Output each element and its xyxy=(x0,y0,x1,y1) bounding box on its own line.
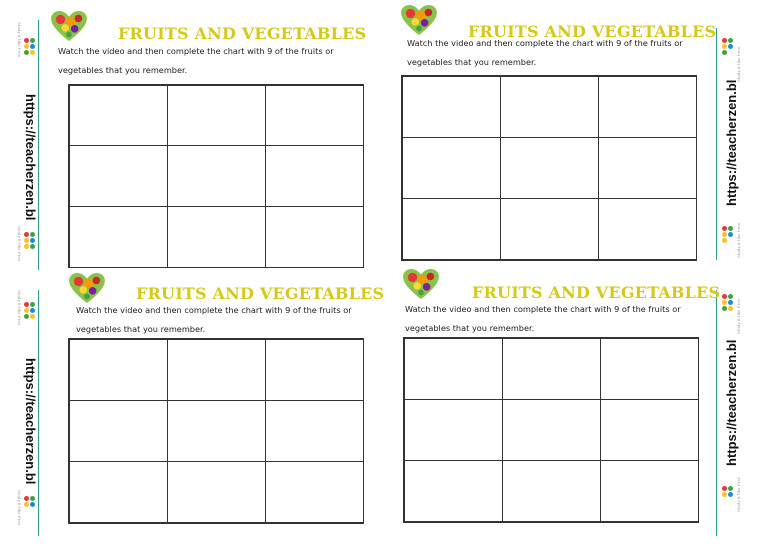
answer-cell[interactable] xyxy=(600,399,699,461)
tagline: Study it like Free xyxy=(736,476,741,512)
dot-green xyxy=(722,50,727,55)
dot-yellow xyxy=(722,44,727,49)
answer-cell[interactable] xyxy=(500,76,599,138)
dot-red xyxy=(722,226,727,231)
dot-green xyxy=(728,294,733,299)
dot-green xyxy=(30,302,35,307)
answer-cell[interactable] xyxy=(598,137,697,199)
answer-cell[interactable] xyxy=(167,400,266,462)
worksheet-title: FRUITS AND VEGETABLES xyxy=(472,283,721,302)
answer-cell[interactable] xyxy=(502,338,601,400)
answer-grid xyxy=(403,337,699,523)
answer-cell[interactable] xyxy=(69,400,168,462)
instructions xyxy=(76,301,376,339)
instruction-line: vegetables that you remember. xyxy=(407,57,537,67)
dot-yellow xyxy=(24,308,29,313)
instruction-line: Watch the video and then complete the chart with 9 of the fruits or xyxy=(58,46,334,56)
logo-dots xyxy=(722,38,734,68)
dot-green xyxy=(30,496,35,501)
logo-dots xyxy=(24,496,36,526)
margin-line xyxy=(716,290,717,536)
dot-yellow xyxy=(722,232,727,237)
answer-cell[interactable] xyxy=(600,460,699,522)
tagline: Study it like Free xyxy=(17,22,22,58)
tagline: Study it like Free xyxy=(736,222,741,258)
answer-cell[interactable] xyxy=(265,400,364,462)
answer-cell[interactable] xyxy=(502,399,601,461)
answer-cell[interactable] xyxy=(600,338,699,400)
left-margin-bottom xyxy=(8,290,38,536)
dot-red xyxy=(24,496,29,501)
answer-cell[interactable] xyxy=(69,461,168,523)
instruction-line: vegetables that you remember. xyxy=(405,323,535,333)
dot-yellow xyxy=(722,492,727,497)
answer-cell[interactable] xyxy=(265,461,364,523)
logo-dots xyxy=(722,486,734,516)
tagline: Study it like Free xyxy=(17,226,22,262)
tagline: Study it like Free xyxy=(736,46,741,82)
answer-grid xyxy=(68,338,364,524)
answer-cell[interactable] xyxy=(167,461,266,523)
site-url: https://teacherzen.bl xyxy=(23,94,38,221)
logo-dots xyxy=(24,302,36,332)
fruit-heart-icon xyxy=(402,268,440,300)
worksheet-title: FRUITS AND VEGETABLES xyxy=(468,22,717,41)
dot-yellow xyxy=(728,306,733,311)
worksheet-title: FRUITS AND VEGETABLES xyxy=(118,24,367,43)
dot-blue xyxy=(30,308,35,313)
dot-yellow xyxy=(30,314,35,319)
instructions xyxy=(405,300,705,338)
instruction-line: vegetables that you remember. xyxy=(76,324,206,334)
dot-green xyxy=(728,38,733,43)
dot-yellow xyxy=(722,300,727,305)
answer-cell[interactable] xyxy=(404,399,503,461)
margin-line xyxy=(38,290,39,536)
dot-green xyxy=(728,226,733,231)
instruction-line: Watch the video and then complete the chart with 9 of the fruits or xyxy=(405,304,681,314)
tagline: Study it like Free xyxy=(17,290,22,326)
fruit-heart-icon xyxy=(400,4,438,36)
answer-cell[interactable] xyxy=(598,76,697,138)
dot-blue xyxy=(728,232,733,237)
answer-cell[interactable] xyxy=(167,339,266,401)
answer-cell[interactable] xyxy=(265,339,364,401)
fruit-heart-icon xyxy=(68,272,106,304)
dot-green xyxy=(722,306,727,311)
tagline: Study it like Free xyxy=(736,298,741,334)
dot-blue xyxy=(30,502,35,507)
answer-cell[interactable] xyxy=(598,198,697,260)
right-margin-top xyxy=(716,28,741,260)
dot-red xyxy=(722,486,727,491)
dot-yellow xyxy=(722,238,727,243)
dot-green xyxy=(24,314,29,319)
logo-dots xyxy=(722,294,734,324)
answer-cell[interactable] xyxy=(404,338,503,400)
logo-dots xyxy=(722,226,734,256)
answer-cell[interactable] xyxy=(404,460,503,522)
instructions xyxy=(407,34,707,72)
site-url: https://teacherzen.bl xyxy=(724,79,739,206)
site-url: https://teacherzen.bl xyxy=(23,358,38,485)
instruction-line: Watch the video and then complete the chart with 9 of the fruits or xyxy=(407,38,683,48)
answer-cell[interactable] xyxy=(500,198,599,260)
margin-line xyxy=(716,28,717,260)
answer-cell[interactable] xyxy=(69,339,168,401)
instruction-line: vegetables that you remember. xyxy=(58,65,188,75)
dot-yellow xyxy=(24,502,29,507)
site-url: https://teacherzen.bl xyxy=(724,339,739,466)
answer-cell[interactable] xyxy=(402,137,501,199)
dot-red xyxy=(722,38,727,43)
answer-grid xyxy=(401,75,697,261)
tagline: Study it like Free xyxy=(17,490,22,526)
answer-cell[interactable] xyxy=(402,76,501,138)
dot-blue xyxy=(728,44,733,49)
answer-cell[interactable] xyxy=(502,460,601,522)
answer-cell[interactable] xyxy=(500,137,599,199)
dot-green xyxy=(728,486,733,491)
dot-red xyxy=(722,294,727,299)
instruction-line: Watch the video and then complete the chart with 9 of the fruits or xyxy=(76,305,352,315)
answer-cell[interactable] xyxy=(402,198,501,260)
dot-blue xyxy=(728,300,733,305)
right-margin-bottom xyxy=(716,290,741,536)
dot-blue xyxy=(728,492,733,497)
worksheet-title: FRUITS AND VEGETABLES xyxy=(136,284,385,303)
dot-red xyxy=(24,302,29,307)
